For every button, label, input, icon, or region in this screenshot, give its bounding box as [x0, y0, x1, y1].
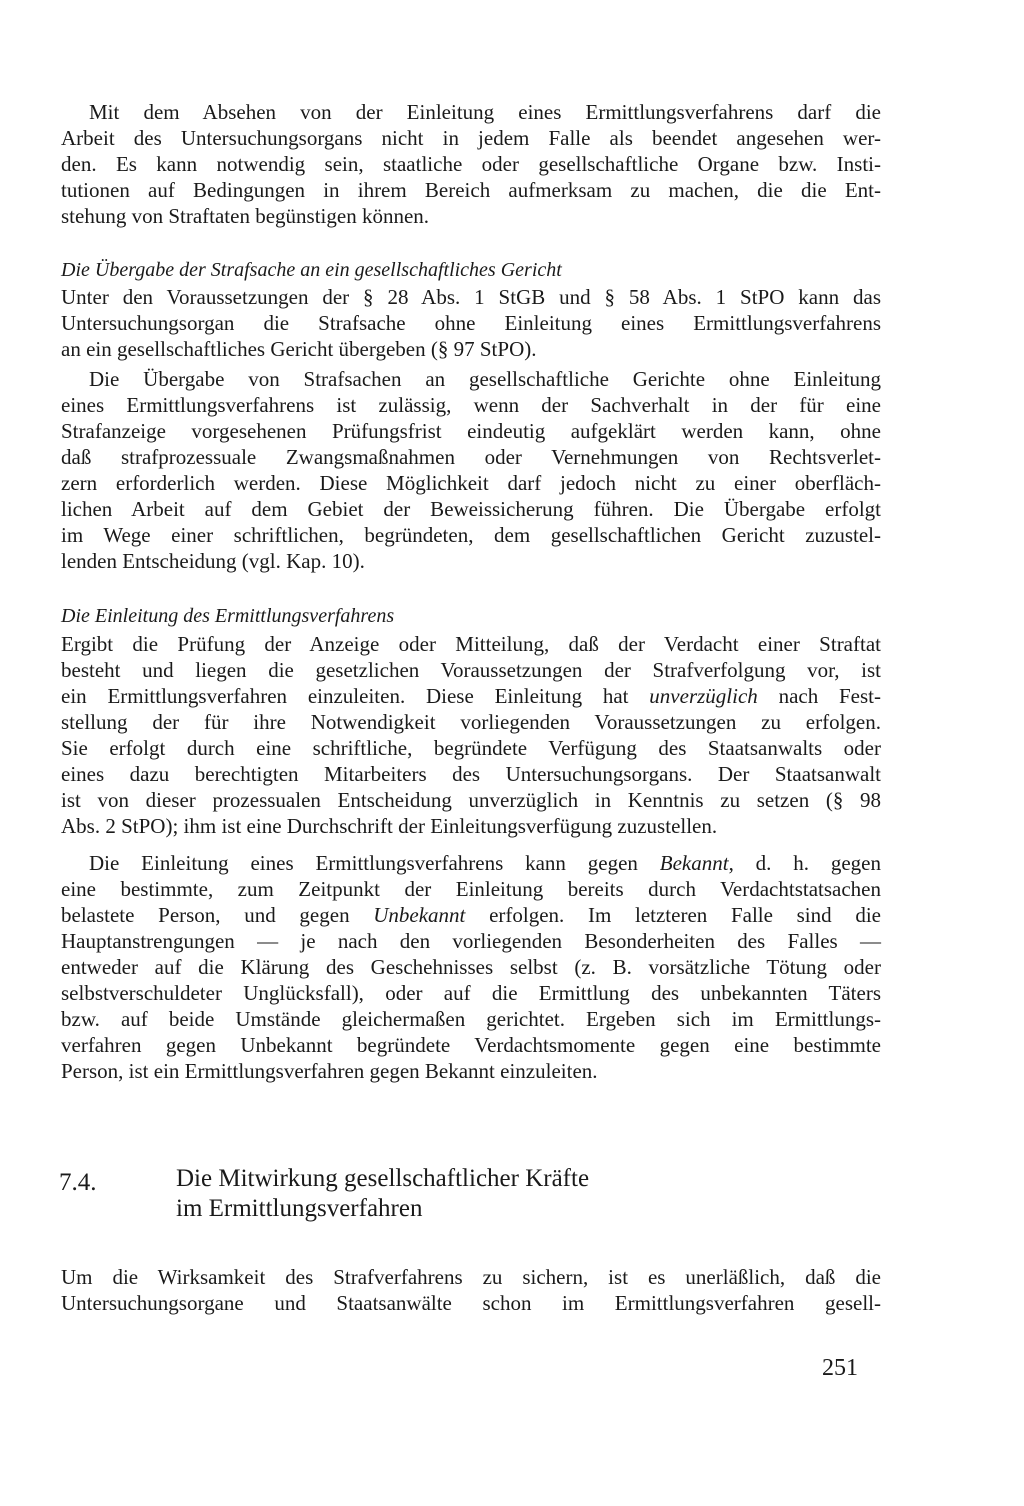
text-segment: nach Fest-: [757, 684, 881, 708]
text-line: Unter den Voraussetzungen der § 28 Abs. 1 StGB und § 58 Abs. 1 StPO kann das: [61, 285, 881, 309]
text-line: Arbeit des Untersuchungsorgans nicht in jedem Falle als beendet angesehen wer-: [61, 126, 881, 150]
text-line: Abs. 2 StPO); ihm ist eine Durchschrift der Einleitungsverfügung zuzustellen.: [61, 814, 718, 838]
text-line: stehung von Straftaten begünstigen können.: [61, 204, 430, 228]
text-line: Um die Wirksamkeit des Strafverfahrens zu sichern, ist es unerläßlich, daß die: [61, 1265, 881, 1289]
text-line: [61, 902, 881, 928]
paragraph-5: [61, 850, 881, 1084]
text-line: [61, 850, 881, 876]
text-line: selbstverschuldeter Unglücksfall), oder auf die Ermittlung des unbekannten Täters: [61, 981, 881, 1005]
text-line: besteht und liegen die gesetzlichen Voraussetzungen der Strafverfolgung vor, ist: [61, 658, 881, 682]
paragraph-6: [61, 1264, 881, 1316]
text-line: Untersuchungsorgan die Strafsache ohne Einleitung eines Ermittlungsverfahrens: [61, 311, 881, 335]
paragraph-3: [61, 366, 881, 574]
text-line: Untersuchungsorgane und Staatsanwälte schon im Ermittlungsverfahren gesell-: [61, 1291, 881, 1315]
text-line: eines dazu berechtigten Mitarbeiters des Untersuchungsorgans. Der Staatsanwalt: [61, 762, 881, 786]
text-line: den. Es kann notwendig sein, staatliche oder gesellschaftliche Organe bzw. Insti-: [61, 152, 881, 176]
text-line: Die Übergabe von Strafsachen an gesellschaftliche Gerichte ohne Einleitung: [89, 367, 881, 391]
subheading-uebergabe: Die Übergabe der Strafsache an ein gesellschaftliches Gericht: [61, 259, 562, 281]
text-line: ist von dieser prozessualen Entscheidung unverzüglich in Kenntnis zu setzen (§ 98: [61, 788, 881, 812]
emphasis-unbekannt: Unbekannt: [373, 903, 466, 927]
text-line: tutionen auf Bedingungen in ihrem Bereich aufmerksam zu machen, die die Ent-: [61, 178, 881, 202]
text-line: Mit dem Absehen von der Einleitung eines Ermittlungsverfahrens darf die: [89, 100, 881, 124]
text-line: Strafanzeige vorgesehenen Prüfungsfrist eindeutig aufgeklärt werden kann, ohne: [61, 419, 881, 443]
text-line: an ein gesellschaftliches Gericht übergeben (§ 97 StPO).: [61, 337, 537, 361]
text-line: zern erforderlich werden. Diese Möglichkeit darf jedoch nicht zu einer oberfläch-: [61, 471, 881, 495]
emphasis-unverzueglich: unverzüglich: [649, 684, 758, 708]
paragraph-1: [61, 99, 881, 229]
page-number: 251: [822, 1355, 858, 1381]
section-number: 7.4.: [59, 1169, 97, 1196]
text-line: lenden Entscheidung (vgl. Kap. 10).: [61, 549, 365, 573]
text-segment: , d. h. gegen: [728, 851, 881, 875]
text-line: [61, 683, 881, 709]
text-line: Sie erfolgt durch eine schriftliche, begründete Verfügung des Staatsanwalts oder: [61, 736, 881, 760]
paragraph-4: [61, 631, 881, 839]
text-line: bzw. auf beide Umstände gleichermaßen gerichtet. Ergeben sich im Ermittlungs-: [61, 1007, 881, 1031]
text-segment: belastete Person, und gegen: [61, 903, 374, 927]
section-title-line: im Ermittlungsverfahren: [176, 1195, 423, 1222]
paragraph-2: [61, 284, 881, 362]
text-segment: erfolgen. Im letzteren Falle sind die: [465, 903, 881, 927]
text-line: verfahren gegen Unbekannt begründete Verdachtsmomente gegen eine bestimmte: [61, 1033, 881, 1057]
section-title: [176, 1164, 589, 1224]
subheading-einleitung: Die Einleitung des Ermittlungsverfahrens: [61, 605, 395, 627]
text-line: eines Ermittlungsverfahrens ist zulässig, wenn der Sachverhalt in der für eine: [61, 393, 881, 417]
text-segment: Die Einleitung eines Ermittlungsverfahrens kann gegen: [89, 851, 660, 875]
text-line: Person, ist ein Ermittlungsverfahren gegen Bekannt einzuleiten.: [61, 1059, 598, 1083]
text-line: lichen Arbeit auf dem Gebiet der Beweissicherung führen. Die Übergabe erfolgt: [61, 497, 881, 521]
section-title-line: Die Mitwirkung gesellschaftlicher Kräfte: [176, 1165, 590, 1192]
text-line: im Wege einer schriftlichen, begründeten, dem gesellschaftlichen Gericht zuzustel-: [61, 523, 881, 547]
text-line: eine bestimmte, zum Zeitpunkt der Einleitung bereits durch Verdachtstatsachen: [61, 877, 881, 901]
emphasis-bekannt: Bekannt: [659, 851, 729, 875]
text-line: stellung der für ihre Notwendigkeit vorliegenden Voraussetzungen zu erfolgen.: [61, 710, 881, 734]
text-line: daß strafprozessuale Zwangsmaßnahmen oder Vernehmungen von Rechtsverlet-: [61, 445, 881, 469]
text-line: Ergibt die Prüfung der Anzeige oder Mitteilung, daß der Verdacht einer Straftat: [61, 632, 881, 656]
text-line: Hauptanstrengungen — je nach den vorliegenden Besonderheiten des Falles —: [61, 929, 881, 953]
text-line: entweder auf die Klärung des Geschehnisses selbst (z. B. vorsätzliche Tötung oder: [61, 955, 881, 979]
text-segment: ein Ermittlungsverfahren einzuleiten. Diese Einleitung hat: [61, 684, 650, 708]
